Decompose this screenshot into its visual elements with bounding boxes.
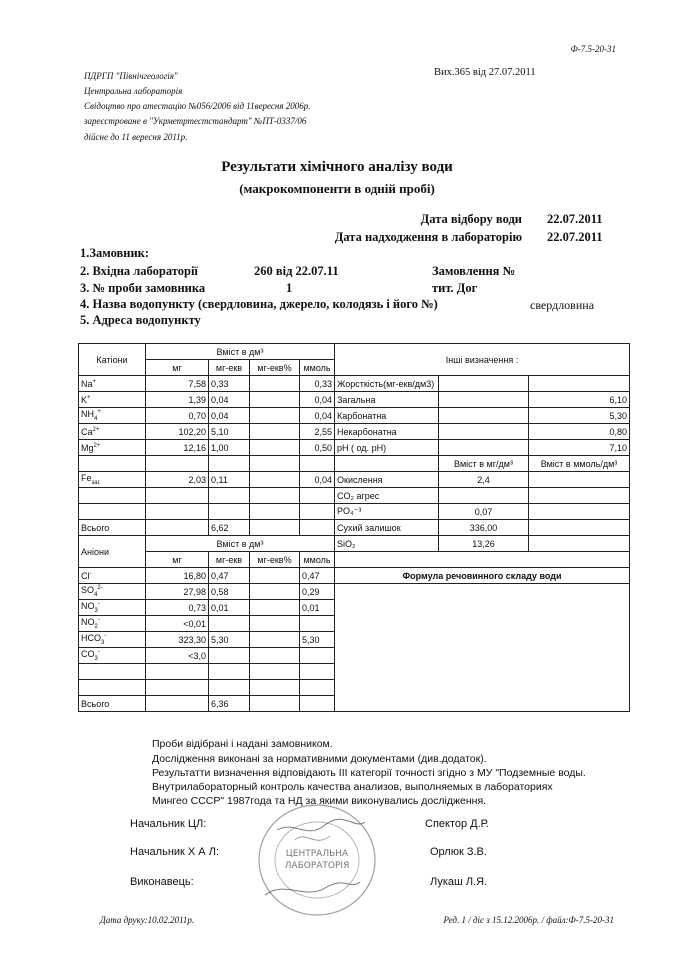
signature-role: Начальник Х А Л:: [130, 846, 219, 858]
table-row: [79, 408, 630, 424]
mg-value: 2,03: [146, 472, 209, 488]
ion-charge: -: [97, 649, 100, 656]
other-value-mmol: [529, 504, 630, 520]
mmol-value: [300, 696, 335, 712]
unit-header: ммоль: [300, 360, 335, 376]
mmol-value: 0,47: [300, 568, 335, 584]
meq-value: [209, 616, 250, 632]
anions-total-label: Всього: [79, 696, 146, 712]
note-line: Дослідження виконані за нормативними документами (див.додаток).: [152, 753, 487, 765]
unit-header: мг: [146, 552, 209, 568]
meq-percent: [250, 520, 300, 536]
ion-cell: $SO_4^{2-}$: [79, 584, 146, 600]
ion-cell: [79, 504, 146, 520]
certificate-line: Свідоцтво про атестацію №056/2006 від 11вересня 2006р.: [84, 101, 311, 111]
other-value-mg: Вміст в мг/дм³: [439, 456, 529, 472]
meq-value: 0,04: [209, 392, 250, 408]
table-row: [79, 376, 630, 392]
table-row: [79, 440, 630, 456]
unit-header: мг: [146, 360, 209, 376]
mmol-value: 0,01: [300, 600, 335, 616]
ion-subscript: 3: [101, 639, 105, 646]
other-value-mg: [439, 488, 529, 504]
other-label: Карбонатна: [335, 408, 439, 424]
ion-subscript: 4: [94, 415, 98, 422]
ion-cell: Cl-: [79, 568, 146, 584]
meq-value: 1,00: [209, 440, 250, 456]
ion-cell: $CO_3^-$: [79, 648, 146, 664]
other-label: [335, 456, 439, 472]
note-line: Внутрилабораторный контроль качества анализов, выполняемых в лабораториях: [152, 781, 553, 793]
ion-subscript: 4: [94, 591, 98, 598]
sample-label: 3. № проби замовника: [80, 281, 206, 295]
mg-value: <3,0: [146, 648, 209, 664]
outgoing-number: Вих.365 від 27.07.2011: [434, 67, 536, 78]
ion-cell: K+: [79, 392, 146, 408]
meq-percent: [250, 632, 300, 648]
mg-value: 0,73: [146, 600, 209, 616]
meq-percent: [250, 616, 300, 632]
org-name: ПДРГП "Північгеологія": [84, 71, 178, 81]
meq-value: 0,11: [209, 472, 250, 488]
mmol-value: 0,04: [300, 472, 335, 488]
anions-header: Аніони: [79, 536, 146, 568]
formula-label: Формула речовинного складу води: [335, 568, 630, 584]
anions-total-meq: 6,36: [209, 696, 250, 712]
incoming-value: 260 від 22.07.11: [254, 264, 339, 278]
table-row: [79, 584, 630, 600]
table-row: [79, 488, 630, 504]
table-row: [79, 456, 630, 472]
meq-value: [209, 488, 250, 504]
mg-value: 323,30: [146, 632, 209, 648]
mg-value: 102,20: [146, 424, 209, 440]
other-label: Окислення: [335, 472, 439, 488]
lab-stamp-seal: [255, 800, 380, 920]
mmol-value: [300, 520, 335, 536]
other-value-mmol: 0,80: [529, 424, 630, 440]
print-date: Дата друку:10.02.2011р.: [100, 915, 195, 925]
mmol-value: [300, 664, 335, 680]
meq-percent: [250, 584, 300, 600]
meq-percent: [250, 408, 300, 424]
sample-value: 1: [286, 281, 293, 295]
meq-percent: [250, 376, 300, 392]
ion-subscript: 3: [94, 607, 98, 614]
mmol-value: 0,29: [300, 584, 335, 600]
mg-value: [146, 680, 209, 696]
meq-percent: [250, 680, 300, 696]
ion-cell: $NO_3^-$: [79, 600, 146, 616]
other-value-mmol: 5,30: [529, 408, 630, 424]
mmol-value: [300, 616, 335, 632]
other-label: [335, 552, 630, 568]
other-label: PO₄⁻³: [335, 504, 439, 520]
address-label: 5. Адреса водопункту: [80, 313, 201, 327]
unit-header: мг-екв: [209, 360, 250, 376]
water-point-label: 4. Назва водопункту (свердловина, джерело, колодязь і його №): [80, 297, 438, 311]
mg-value: [146, 696, 209, 712]
revision-info: Ред. 1 / діє з 15.12.2006р. / файл:Ф-7.5-20-31: [443, 915, 614, 925]
table-row: [79, 472, 630, 488]
ion-cell: Na+: [79, 376, 146, 392]
meq-percent: [250, 504, 300, 520]
content-header: Вміст в дм³: [146, 536, 335, 552]
meq-percent: [250, 440, 300, 456]
other-value-mmol: [529, 536, 630, 552]
mmol-value: [300, 680, 335, 696]
other-value-mg: [439, 392, 529, 408]
formula-area: [335, 584, 630, 712]
lab-name: Центральна лабораторія: [84, 86, 183, 96]
meq-percent: [250, 424, 300, 440]
table-row: [79, 392, 630, 408]
note-line: Проби відібрані і надані замовником.: [152, 738, 333, 750]
meq-value: [209, 504, 250, 520]
meq-value: [209, 456, 250, 472]
water-point-value: свердловина: [530, 298, 595, 312]
other-value-mg: 0,07: [439, 504, 529, 520]
other-label: SiO₂: [335, 536, 439, 552]
signature-name: Орлюк З.В.: [430, 846, 487, 858]
arrival-date-value: 22.07.2011: [547, 230, 603, 244]
meq-value: [209, 680, 250, 696]
ion-charge: 2+: [92, 426, 100, 433]
table-row: [79, 520, 630, 536]
ion-charge: +: [87, 394, 91, 401]
meq-value: 0,58: [209, 584, 250, 600]
meq-value: [209, 648, 250, 664]
other-label: Жорсткість(мг-екв/дм3): [335, 376, 439, 392]
other-label: Некарбонатна: [335, 424, 439, 440]
mmol-value: [300, 648, 335, 664]
ion-subscript: 3: [94, 655, 98, 662]
other-value-mmol: Вміст в ммоль/дм³: [529, 456, 630, 472]
other-value-mmol: 7,10: [529, 440, 630, 456]
document-subtitle: (макрокомпоненти в одній пробі): [239, 181, 435, 196]
table-row: [79, 568, 630, 584]
mmol-value: [300, 456, 335, 472]
meq-percent: [250, 568, 300, 584]
content-header: Вміст в дм³: [146, 344, 335, 360]
other-label: CO₂ агрес: [335, 488, 439, 504]
mg-value: 27,98: [146, 584, 209, 600]
ion-charge: -: [89, 570, 92, 577]
mg-value: <0,01: [146, 616, 209, 632]
cations-total-meq: 6,62: [209, 520, 250, 536]
ion-charge: -: [97, 617, 100, 624]
signature-role: Виконавець:: [130, 876, 194, 888]
mg-value: 16,80: [146, 568, 209, 584]
other-value-mmol: [529, 520, 630, 536]
mmol-value: 0,50: [300, 440, 335, 456]
other-value-mg: [439, 376, 529, 392]
unit-header: мг-екв%: [250, 360, 300, 376]
form-code: Ф-7.5-20-31: [570, 44, 616, 54]
mmol-value: 0,33: [300, 376, 335, 392]
mg-value: [146, 664, 209, 680]
other-value-mg: 2,4: [439, 472, 529, 488]
mmol-value: 2,55: [300, 424, 335, 440]
unit-header: ммоль: [300, 552, 335, 568]
svg-text:ЦЕНТРАЛЬНА: ЦЕНТРАЛЬНА: [285, 849, 349, 859]
other-label: pH ( од. pH): [335, 440, 439, 456]
meq-percent: [250, 664, 300, 680]
registration-line: зареєстроване в "Укрметртестстандарт" №ПТ-0337/06: [84, 116, 307, 126]
sampling-date-value: 22.07.2011: [547, 212, 603, 226]
ion-cell: $NH_4^+$: [79, 408, 146, 424]
other-value-mg: [439, 424, 529, 440]
table-row: [79, 344, 630, 360]
ion-charge: -: [97, 601, 100, 608]
ion-cell: [79, 664, 146, 680]
ion-cell: [79, 488, 146, 504]
other-value-mg: 13,26: [439, 536, 529, 552]
meq-percent: [250, 472, 300, 488]
mmol-value: [300, 504, 335, 520]
signature-name: Лукаш Л.Я.: [430, 876, 488, 888]
meq-value: 0,47: [209, 568, 250, 584]
signature-name: Спектор Д.Р.: [425, 818, 489, 830]
mmol-value: 0,04: [300, 408, 335, 424]
ion-subscript: заг.: [91, 479, 101, 486]
mg-value: 1,39: [146, 392, 209, 408]
ion-charge: +: [92, 378, 97, 385]
sample-type: тит. Дог: [432, 281, 478, 295]
table-row: [79, 424, 630, 440]
results-table: [78, 343, 630, 712]
other-label: Сухий залишок: [335, 520, 439, 536]
mg-value: [146, 504, 209, 520]
customer-label: 1.Замовник:: [80, 246, 150, 260]
table-row: [79, 504, 630, 520]
ion-cell: $Mg^{2+}$: [79, 440, 146, 456]
cations-header: Катіони: [79, 344, 146, 376]
unit-header: мг-екв: [209, 552, 250, 568]
ion-charge: 2-: [97, 585, 103, 592]
other-value-mg: [439, 408, 529, 424]
ion-subscript: 2: [94, 623, 98, 630]
meq-percent: [250, 392, 300, 408]
table-row: [79, 536, 630, 552]
meq-percent: [250, 648, 300, 664]
meq-value: 0,33: [209, 376, 250, 392]
ion-charge: 2+: [93, 442, 101, 449]
mg-value: [146, 456, 209, 472]
meq-value: 0,01: [209, 600, 250, 616]
other-header: Інші визначення :: [335, 344, 630, 376]
other-value-mg: [439, 440, 529, 456]
ion-charge: -: [104, 633, 107, 640]
mmol-value: 5,30: [300, 632, 335, 648]
meq-percent: [250, 488, 300, 504]
ion-cell: $Fe_{заг.}$: [79, 472, 146, 488]
other-value-mmol: 6,10: [529, 392, 630, 408]
other-label: Загальна: [335, 392, 439, 408]
other-value-mmol: [529, 488, 630, 504]
svg-text:ЛАБОРАТОРІЯ: ЛАБОРАТОРІЯ: [284, 861, 350, 871]
mg-value: [146, 520, 209, 536]
meq-percent: [250, 696, 300, 712]
valid-until-line: дійсне до 11 вересня 2011р.: [84, 132, 188, 142]
ion-cell: $Ca^{2+}$: [79, 424, 146, 440]
meq-value: 5,10: [209, 424, 250, 440]
meq-percent: [250, 600, 300, 616]
mg-value: 12,16: [146, 440, 209, 456]
ion-cell: $HCO_3^-$: [79, 632, 146, 648]
cations-total-label: Всього: [79, 520, 146, 536]
ion-cell: [79, 680, 146, 696]
unit-header: мг-екв%: [250, 552, 300, 568]
arrival-date-label: Дата надходження в лабораторію: [334, 230, 522, 244]
meq-value: 5,30: [209, 632, 250, 648]
table-row: [79, 552, 630, 568]
ion-charge: +: [97, 409, 101, 416]
ion-cell: [79, 456, 146, 472]
other-value-mg: 336,00: [439, 520, 529, 536]
ion-cell: $NO_2^-$: [79, 616, 146, 632]
meq-percent: [250, 456, 300, 472]
order-label: Замовлення №: [432, 264, 516, 278]
mg-value: [146, 488, 209, 504]
mg-value: 0,70: [146, 408, 209, 424]
document-title: Результати хімічного аналізу води: [221, 159, 453, 175]
other-value-mmol: [529, 376, 630, 392]
signature-role: Начальник ЦЛ:: [130, 818, 207, 830]
mmol-value: 0,04: [300, 392, 335, 408]
mmol-value: [300, 488, 335, 504]
incoming-label: 2. Вхідна лабораторії: [80, 264, 198, 278]
note-line: Результатти визначення відповідають III категорії точності згідно з МУ "Подземные воды.: [152, 767, 586, 779]
mg-value: 7,58: [146, 376, 209, 392]
other-value-mmol: [529, 472, 630, 488]
meq-value: [209, 664, 250, 680]
meq-value: 0,04: [209, 408, 250, 424]
sampling-date-label: Дата відбору води: [420, 212, 522, 226]
note-line: Мингео СССР" 1987года та НД за якими виконувались дослідження.: [152, 795, 487, 807]
